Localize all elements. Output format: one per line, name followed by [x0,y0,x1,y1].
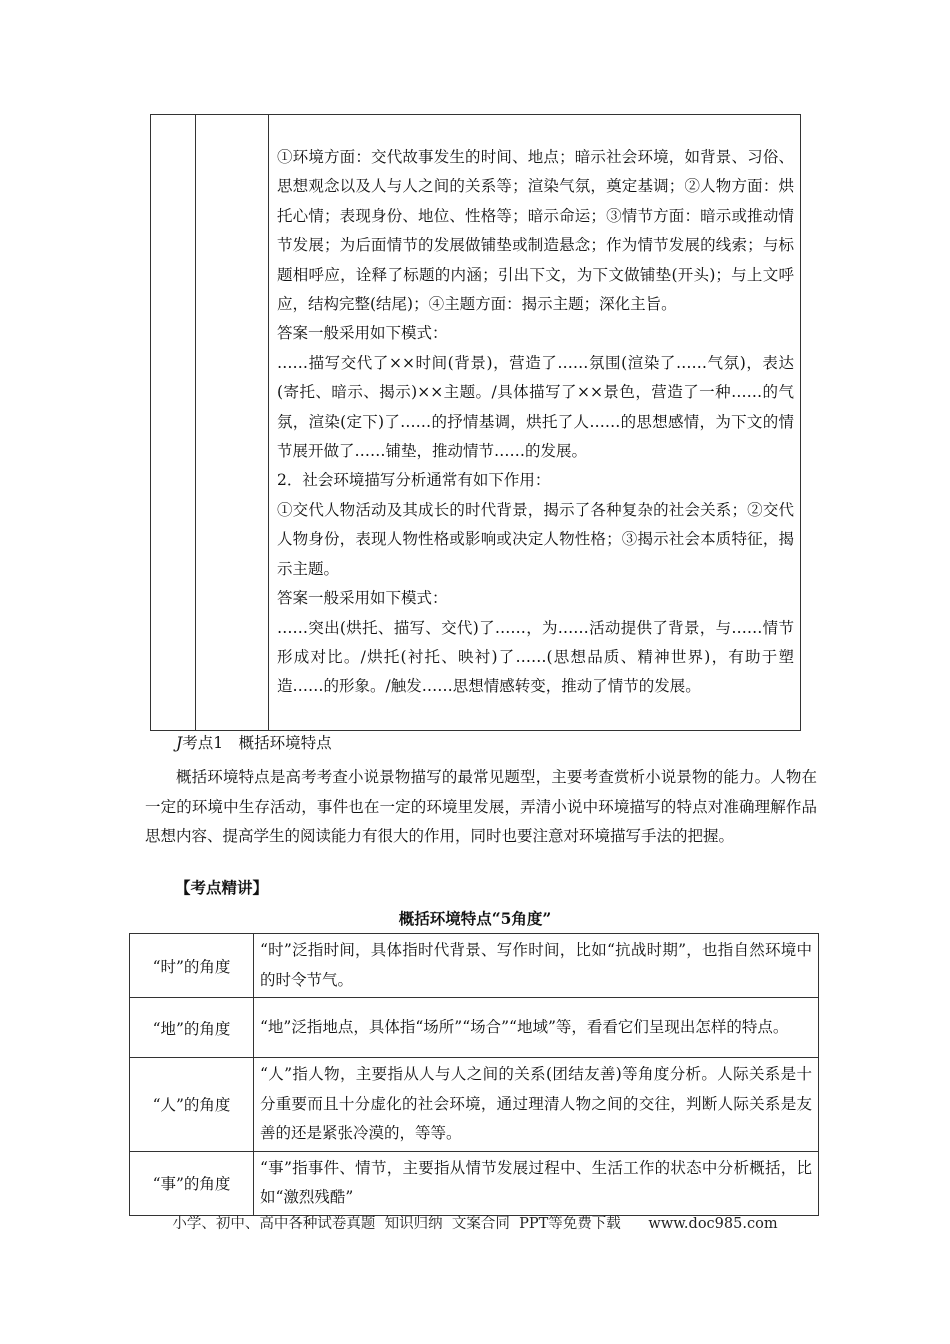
table-row [130,934,819,998]
intro-section [145,763,817,852]
table-row [130,1058,819,1152]
answer-mode-heading-2: 答案一般采用如下模式： [277,589,448,608]
table-content-cell [277,143,794,702]
social-environment-effects: ①交代人物活动及其成长的时代背景，揭示了各种复杂的社会关系；②交代人物身份，表现人物性格或影响或决定人物性格；③揭示社会本质特征，揭示主题。 [277,500,794,578]
answer-mode-heading-1: 答案一般采用如下模式： [277,324,448,343]
row-label: “事”的角度 [130,1151,254,1215]
row-label: “人”的角度 [130,1058,254,1152]
row-description: “事”指事件、情节，主要指从情节发展过程中、生活工作的状态中分析概括，比如“激烈残酷” [254,1151,819,1215]
row-description: “地”泛指地点，具体指“场所”“场合”“地域”等，看看它们呈现出怎样的特点。 [254,998,819,1058]
row-description: “人”指人物，主要指从人与人之间的关系(团结友善)等角度分析。人际关系是十分重要而且十分虚化的社会环境，通过理清人物之间的交往，判断人际关系是友善的还是紧张冷漠的，等等。 [254,1058,819,1152]
environment-effects-paragraph: ①环境方面：交代故事发生的时间、地点；暗示社会环境，如背景、习俗、思想观念以及人与人之间的关系等；渲染气氛，奠定基调；②人物方面：烘托心情；表现身份、地位、性格等；暗示命运；③情节方面：暗示或推动情节发展；为后面情节的发展做铺垫或制造悬念；作为情节发展的线索；与标题相呼应，诠释了标题的内涵；引出下文，为下文做铺垫(开头)；与上文呼应，结构完整(结尾)；④主题方面：揭示主题；深化主旨。 [277,148,794,314]
row-label: “地”的角度 [130,998,254,1058]
footer-text: 小学、初中、高中各种试卷真题 知识归纳 文案合同 PPT等免费下载 [172,1216,621,1232]
intro-paragraph: 概括环境特点是高考考查小说景物描写的最常见题型，主要考查赏析小说景物的能力。人物在一定的环境中生存活动，事件也在一定的环境里发展，弄清小说中环境描写的特点对准确理解作品思想内容、提高学生的阅读能力有很大的作用，同时也要注意对环境描写手法的把握。 [145,768,817,845]
section-heading: 【考点精讲】 [175,878,269,897]
angle-table [129,933,819,1216]
table-row [130,998,819,1058]
kaodian-label: 考点1 概括环境特点 [182,734,332,752]
answer-mode-template-1: ……描写交代了××时间(背景)，营造了……氛围(渲染了……气氛)，表达(寄托、暗示、揭示)××主题。/具体描写了××景色，营造了一种……的气氛，渲染(定下)了……的抒情基调，烘托了人……的思想感情，为下文的情节展开做了……铺垫，推动情节……的发展。 [277,353,794,461]
table-column-empty-2 [196,115,269,730]
page-footer [0,1212,950,1233]
angle-table-title: 概括环境特点“5角度” [398,909,552,928]
footer-url: www.doc985.com [648,1216,778,1232]
answer-mode-template-2: ……突出(烘托、描写、交代)了……，为……活动提供了背景，与……情节形成对比。/烘托(衬托、映衬)了……(思想品质、精神世界)，有助于塑造……的形象。/触发……思想情感转变，推动了情节的发展。 [277,618,794,696]
kaodian-marker: J [176,734,183,752]
row-label: “时”的角度 [130,934,254,998]
social-environment-heading: 2．社会环境描写分析通常有如下作用： [277,471,551,490]
kaodian-heading [176,731,332,755]
continuation-table [150,114,801,731]
row-description: “时”泛指时间，具体指时代背景、写作时间，比如“抗战时期”，也指自然环境中的时令节气。 [254,934,819,998]
table-column-empty-1 [151,115,196,730]
table-row [130,1151,819,1215]
